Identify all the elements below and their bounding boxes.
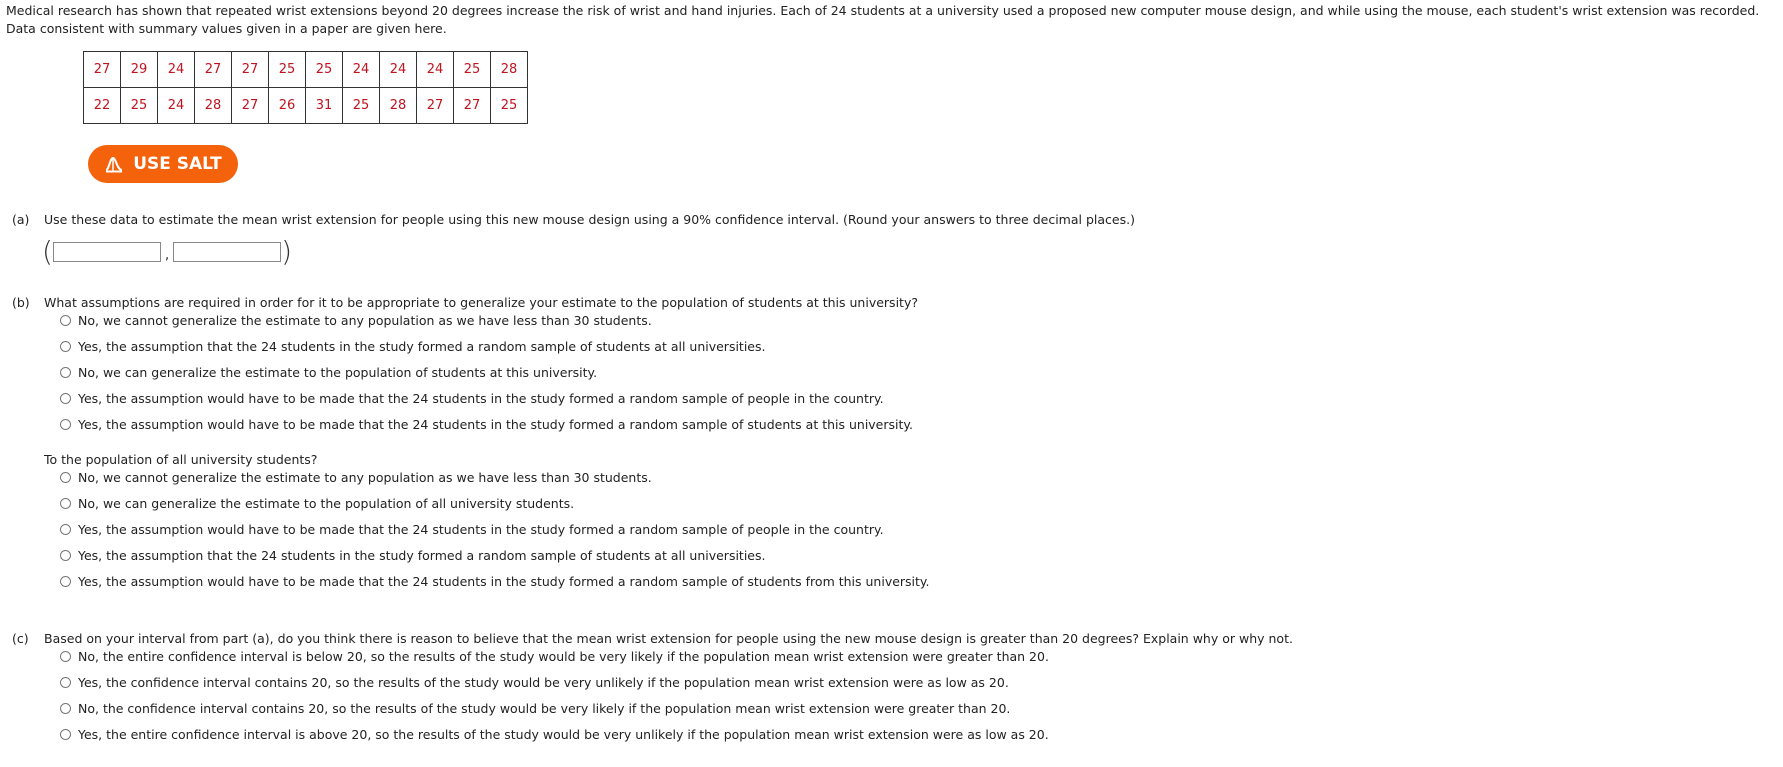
data-cell: 26	[269, 88, 306, 124]
option-text: Yes, the confidence interval contains 20, so the results of the study would be very unlikely if the population mean wrist extension were as low as 20.	[78, 675, 1009, 690]
use-salt-button[interactable]	[88, 145, 238, 183]
part-b-sub-option[interactable]	[60, 496, 574, 511]
option-text: Yes, the assumption would have to be made that the 24 students in the study formed a random sample of students at this university.	[78, 417, 913, 432]
radio-button[interactable]	[60, 341, 71, 352]
option-text: Yes, the assumption that the 24 students in the study formed a random sample of students at all universities.	[78, 548, 766, 563]
data-cell: 28	[491, 52, 528, 88]
salt-icon	[104, 155, 124, 173]
data-cell: 28	[195, 88, 232, 124]
part-c-option[interactable]	[60, 675, 1009, 690]
close-paren: )	[281, 235, 293, 268]
part-b-option[interactable]	[60, 391, 884, 406]
part-b-option[interactable]	[60, 313, 652, 328]
option-text: No, the confidence interval contains 20, so the results of the study would be very likely if the population mean wrist extension were greater than 20.	[78, 701, 1011, 716]
open-paren: (	[42, 235, 53, 268]
part-b-option[interactable]	[60, 417, 913, 432]
radio-button[interactable]	[60, 315, 71, 326]
use-salt-label: USE SALT	[133, 154, 222, 174]
part-b-option[interactable]	[60, 365, 597, 380]
option-text: Yes, the assumption would have to be made that the 24 students in the study formed a random sample of people in the country.	[78, 391, 884, 406]
option-text: Yes, the assumption would have to be made that the 24 students in the study formed a random sample of people in the country.	[78, 522, 884, 537]
radio-button[interactable]	[60, 472, 71, 483]
data-cell: 31	[306, 88, 343, 124]
part-b-option[interactable]	[60, 339, 765, 354]
ci-upper-input[interactable]	[173, 242, 281, 262]
data-cell: 24	[380, 52, 417, 88]
option-text: No, we cannot generalize the estimate to any population as we have less than 30 students.	[78, 470, 652, 485]
ci-lower-input[interactable]	[53, 242, 161, 262]
part-b-question: What assumptions are required in order for it to be appropriate to generalize your estimate to the population of students at this university?	[44, 295, 918, 310]
radio-button[interactable]	[60, 703, 71, 714]
radio-button[interactable]	[60, 550, 71, 561]
data-row-2	[84, 88, 528, 124]
data-cell: 24	[343, 52, 380, 88]
comma-separator: ,	[164, 248, 170, 263]
data-cell: 25	[121, 88, 158, 124]
data-cell: 24	[158, 52, 195, 88]
option-text: Yes, the assumption would have to be made that the 24 students in the study formed a random sample of students from this university.	[78, 574, 930, 589]
data-cell: 25	[269, 52, 306, 88]
problem-intro: Medical research has shown that repeated wrist extensions beyond 20 degrees increase the risk of wrist and hand injuries. Each of 24 students at a university used a proposed new computer mouse design, and while using the mouse, each student's wrist extension was recorded. Data consistent with summary values given in a paper are given here.	[6, 3, 1760, 36]
part-c-option[interactable]	[60, 649, 1049, 664]
option-text: No, we can generalize the estimate to the population of all university students.	[78, 496, 575, 511]
option-text: No, we cannot generalize the estimate to any population as we have less than 30 students.	[78, 313, 652, 328]
data-cell: 27	[417, 88, 454, 124]
part-c-option[interactable]	[60, 701, 1010, 716]
option-text: Yes, the entire confidence interval is above 20, so the results of the study would be very unlikely if the population mean wrist extension were as low as 20.	[78, 727, 1049, 742]
part-a-label: (a)	[12, 212, 30, 227]
data-cell: 24	[158, 88, 195, 124]
data-cell: 25	[454, 52, 491, 88]
option-text: Yes, the assumption that the 24 students in the study formed a random sample of students at all universities.	[78, 339, 766, 354]
data-cell: 24	[417, 52, 454, 88]
data-cell: 22	[84, 88, 121, 124]
data-cell: 29	[121, 52, 158, 88]
part-b-label: (b)	[12, 295, 30, 310]
radio-button[interactable]	[60, 393, 71, 404]
data-cell: 25	[491, 88, 528, 124]
part-c-label: (c)	[12, 631, 29, 646]
radio-button[interactable]	[60, 651, 71, 662]
data-cell: 25	[343, 88, 380, 124]
part-c-question: Based on your interval from part (a), do you think there is reason to believe that the mean wrist extension for people using the new mouse design is greater than 20 degrees? Explain why or why not.	[44, 631, 1293, 646]
radio-button[interactable]	[60, 367, 71, 378]
data-cell: 27	[195, 52, 232, 88]
confidence-interval-inputs	[42, 237, 292, 267]
data-cell: 25	[306, 52, 343, 88]
data-cell: 27	[232, 52, 269, 88]
option-text: No, the entire confidence interval is below 20, so the results of the study would be very likely if the population mean wrist extension were greater than 20.	[78, 649, 1049, 664]
part-b-sub-option[interactable]	[60, 522, 884, 537]
part-a-question: Use these data to estimate the mean wrist extension for people using this new mouse design using a 90% confidence interval. (Round your answers to three decimal places.)	[44, 212, 1135, 227]
part-b-sub-option[interactable]	[60, 574, 930, 589]
data-table	[83, 51, 528, 124]
data-cell: 27	[232, 88, 269, 124]
part-c-option[interactable]	[60, 727, 1049, 742]
radio-button[interactable]	[60, 498, 71, 509]
part-b-sub-option[interactable]	[60, 548, 765, 563]
data-cell: 27	[84, 52, 121, 88]
part-b-sub-question: To the population of all university students?	[44, 452, 318, 467]
radio-button[interactable]	[60, 677, 71, 688]
radio-button[interactable]	[60, 576, 71, 587]
data-cell: 28	[380, 88, 417, 124]
data-cell: 27	[454, 88, 491, 124]
data-row-1	[84, 52, 528, 88]
option-text: No, we can generalize the estimate to the population of students at this university.	[78, 365, 598, 380]
radio-button[interactable]	[60, 419, 71, 430]
part-b-sub-option[interactable]	[60, 470, 652, 485]
radio-button[interactable]	[60, 729, 71, 740]
radio-button[interactable]	[60, 524, 71, 535]
